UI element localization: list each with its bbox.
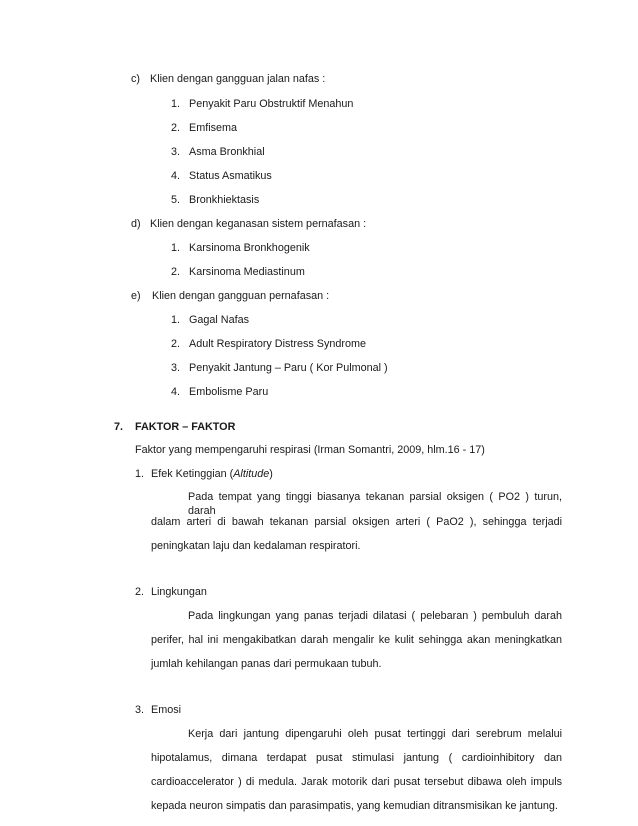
list-marker: c) [131, 73, 140, 85]
item-number: 4. [171, 386, 181, 398]
section-number: 7. [114, 421, 124, 433]
factor-title: Emosi [151, 704, 181, 716]
item-number: 4. [171, 170, 181, 182]
paragraph-line: Pada tempat yang tinggi biasanya tekanan parsial oksigen ( PO2 ) turun, darah [188, 491, 562, 517]
list-heading: Klien dengan gangguan jalan nafas : [150, 73, 326, 85]
item-number: 2. [171, 338, 181, 350]
paragraph-line: peningkatan laju dan kedalaman respiratori. [151, 540, 361, 552]
paragraph-line: dalam arteri di bawah tekanan parsial oksigen arteri ( PaO2 ), sehingga terjadi [151, 516, 562, 528]
list-item: Penyakit Jantung – Paru ( Kor Pulmonal ) [189, 362, 388, 374]
list-item: Gagal Nafas [189, 314, 250, 326]
item-number: 2. [171, 122, 181, 134]
item-number: 3. [171, 146, 181, 158]
factor-title: Efek Ketinggian (Altitude) [151, 468, 273, 480]
factor-number: 1. [135, 468, 145, 480]
list-item: Embolisme Paru [189, 386, 269, 398]
list-heading: Klien dengan gangguan pernafasan : [152, 290, 330, 302]
section-heading: FAKTOR – FAKTOR [135, 421, 236, 433]
factor-title: Lingkungan [151, 586, 207, 598]
item-number: 1. [171, 242, 181, 254]
list-item: Karsinoma Bronkhogenik [189, 242, 310, 254]
list-item: Status Asmatikus [189, 170, 272, 182]
item-number: 2. [171, 266, 181, 278]
list-heading: Klien dengan keganasan sistem pernafasan : [150, 218, 367, 230]
item-number: 1. [171, 314, 181, 326]
list-item: Emfisema [189, 122, 237, 134]
paragraph-line: Pada lingkungan yang panas terjadi dilatasi ( pelebaran ) pembuluh darah [188, 610, 562, 622]
paragraph-line: hipotalamus, dimana terdapat pusat stimulasi jantung ( cardioinhibitory dan [151, 752, 562, 764]
list-item: Asma Bronkhial [189, 146, 265, 158]
section-intro: Faktor yang mempengaruhi respirasi (Irman Somantri, 2009, hlm.16 - 17) [135, 444, 485, 456]
list-item: Adult Respiratory Distress Syndrome [189, 338, 367, 350]
list-marker: e) [131, 290, 141, 302]
paragraph-line: perifer, hal ini mengakibatkan darah mengalir ke kulit sehingga akan meningkatkan [151, 634, 562, 646]
item-number: 3. [171, 362, 181, 374]
item-number: 1. [171, 98, 181, 110]
list-marker: d) [131, 218, 141, 230]
item-number: 5. [171, 194, 181, 206]
list-item: Penyakit Paru Obstruktif Menahun [189, 98, 354, 110]
list-item: Bronkhiektasis [189, 194, 260, 206]
paragraph-line: kepada neuron simpatis dan parasimpatis, yang kemudian ditransmisikan ke jantung. [151, 800, 558, 812]
factor-number: 3. [135, 704, 145, 716]
factor-number: 2. [135, 586, 145, 598]
list-item: Karsinoma Mediastinum [189, 266, 305, 278]
paragraph-line: jumlah kehilangan panas dari permukaan tubuh. [151, 658, 382, 670]
paragraph-line: cardioaccelerator ) di medula. Jarak motorik dari pusat tersebut dibawa oleh impuls [151, 776, 562, 788]
paragraph-line: Kerja dari jantung dipengaruhi oleh pusat tertinggi dari serebrum melalui [188, 728, 562, 740]
